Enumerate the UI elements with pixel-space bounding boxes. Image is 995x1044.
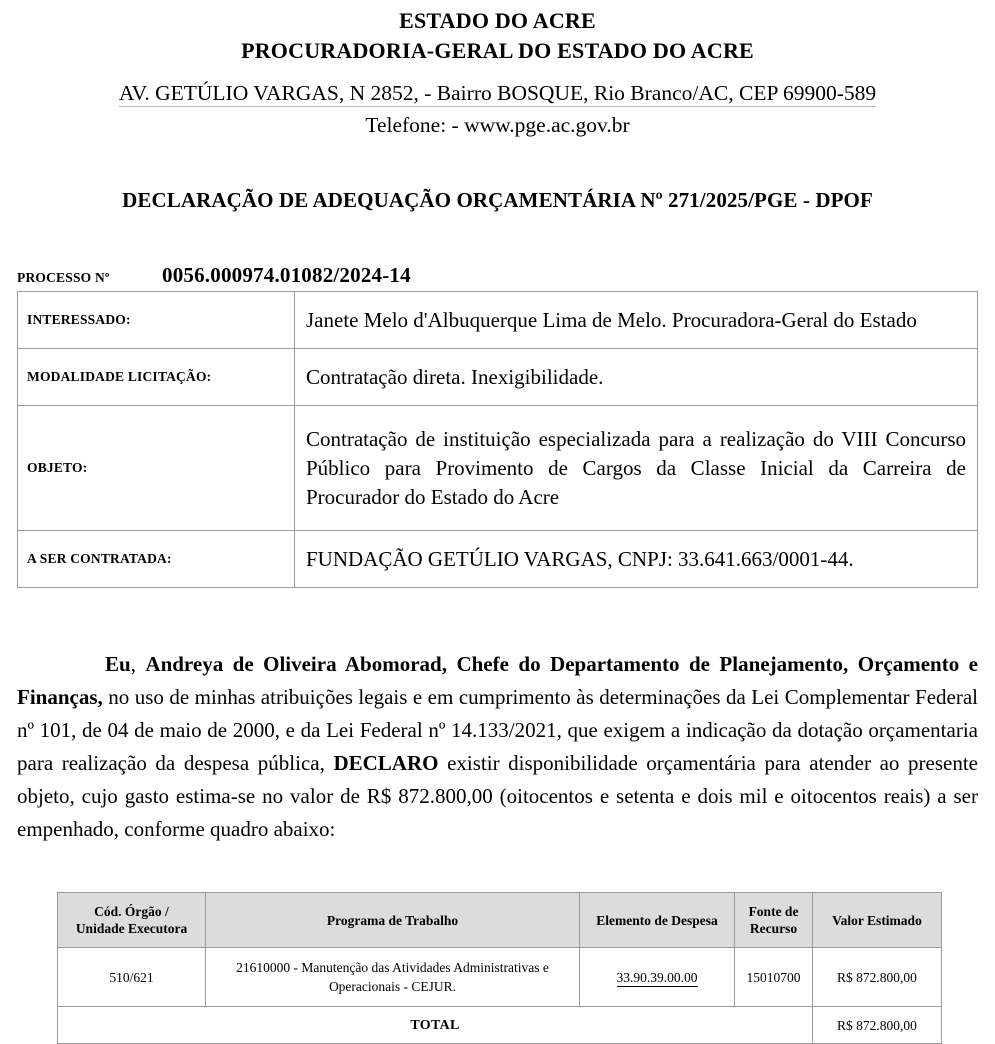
declaration-text-4: existir disponibilidade orçamentária para atender ao presente objeto, cujo gasto estima-se no valor de R$ 872.800,00 (oitocentos e setenta e dois mil e oitocentos reais) a ser empenhado, conforme quadro abaixo: (17, 751, 978, 841)
cell-cod-orgao: 510/621 (58, 948, 206, 1007)
column-header-fonte-line1: Fonte de (748, 904, 799, 919)
info-table (17, 291, 978, 588)
cell-fonte: 15010700 (735, 948, 813, 1007)
page-title: DECLARAÇÃO DE ADEQUAÇÃO ORÇAMENTÁRIA Nº 271/2025/PGE - DPOF (122, 188, 873, 212)
table-row (18, 292, 978, 349)
info-label-modalidade: MODALIDADE LICITAÇÃO: (18, 349, 295, 406)
declaration-bold-eu: Eu (105, 652, 131, 676)
info-label-contratada: A SER CONTRATADA: (18, 531, 295, 588)
budget-table-wrapper (57, 892, 941, 1044)
table-row (18, 406, 978, 531)
cell-elemento-value: 33.90.39.00.00 (616, 969, 698, 985)
declaration-text-3: no uso de minhas atribuições legais e em cumprimento às determinações da Lei Complementar Federal nº 101, de 04 de maio de 2000, e da Lei Federal nº 14.133/2021, que exigem a indicação da dotação orçamentaria para realização da despesa pública, (17, 685, 978, 775)
declaration-paragraph (17, 648, 978, 846)
total-value: R$ 872.800,00 (813, 1007, 942, 1044)
info-value-modalidade: Contratação direta. Inexigibilidade. (295, 349, 978, 406)
address-line (0, 76, 995, 110)
cell-elemento (580, 948, 735, 1007)
column-header-cod-orgao-line2: Unidade Executora (75, 921, 188, 936)
processo-number: 0056.000974.01082/2024-14 (162, 263, 411, 287)
declaration-text-1: , (130, 652, 146, 676)
column-header-cod-orgao (58, 893, 206, 948)
org-name-state: ESTADO DO ACRE (399, 8, 596, 33)
info-value-interessado: Janete Melo d'Albuquerque Lima de Melo. Procuradora-Geral do Estado (295, 292, 978, 349)
address-text: AV. GETÚLIO VARGAS, N 2852, - Bairro BOSQUE, Rio Branco/AC, CEP 69900-589 (118, 81, 877, 105)
processo-row (17, 263, 995, 289)
total-label: TOTAL (58, 1007, 813, 1044)
declaration-bold-declaro: DECLARO (333, 751, 439, 775)
processo-label: PROCESSO Nº (17, 270, 110, 285)
document-header (0, 0, 995, 140)
info-value-objeto: Contratação de instituição especializada para a realização do VIII Concurso Público para Provimento de Cargos da Classe Inicial da Carreira de Procurador do Estado do Acre (295, 406, 978, 531)
declaration-bold-role: Chefe do Departamento de Planejamento, Orçamento e Finanças, (17, 652, 979, 709)
phone-website-line: Telefone: - www.pge.ac.gov.br (365, 113, 630, 137)
info-value-contratada: FUNDAÇÃO GETÚLIO VARGAS, CNPJ: 33.641.663/0001-44. (295, 531, 978, 588)
column-header-fonte-line2: Recurso (749, 921, 798, 936)
column-header-valor: Valor Estimado (813, 893, 942, 948)
table-row (18, 531, 978, 588)
table-row (18, 349, 978, 406)
column-header-cod-orgao-line1: Cód. Órgão / (94, 904, 169, 919)
info-label-objeto: OBJETO: (18, 406, 295, 531)
org-name-department: PROCURADORIA-GERAL DO ESTADO DO ACRE (241, 38, 754, 63)
budget-table-header-row (58, 893, 942, 948)
cell-valor: R$ 872.800,00 (813, 948, 942, 1007)
info-label-interessado: INTERESSADO: (18, 292, 295, 349)
table-row-total (58, 1007, 942, 1044)
column-header-elemento: Elemento de Despesa (580, 893, 735, 948)
table-row (58, 948, 942, 1007)
cell-programa: 21610000 - Manutenção das Atividades Administrativas e Operacionais - CEJUR. (206, 948, 580, 1007)
budget-table (57, 892, 942, 1044)
column-header-fonte (735, 893, 813, 948)
declaration-bold-name: Andreya de Oliveira Abomorad, (145, 652, 447, 676)
column-header-programa: Programa de Trabalho (206, 893, 580, 948)
